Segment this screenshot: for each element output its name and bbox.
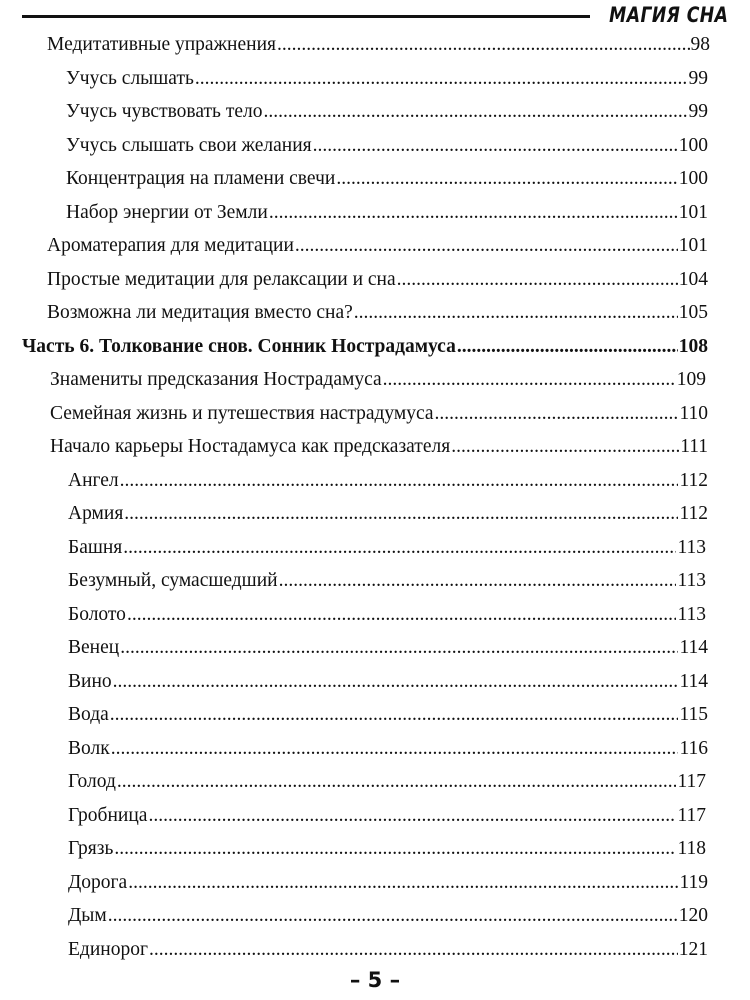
- toc-entry-page: 112: [679, 503, 708, 524]
- dot-leader: [397, 264, 678, 296]
- toc-entry[interactable]: [68, 465, 708, 497]
- page-number: – 5 –: [349, 968, 401, 992]
- toc-entry-title: Семейная жизнь и путешествия настрадумуса: [50, 402, 434, 424]
- dot-leader: [279, 565, 677, 597]
- dot-leader: [114, 833, 676, 865]
- toc-entry-title: Медитативные упражнения: [47, 34, 276, 55]
- toc-entry-title: Единорог: [68, 938, 148, 960]
- toc-entry-page: 120: [678, 905, 708, 926]
- toc-entry-page: 113: [677, 603, 706, 625]
- dot-leader: [111, 733, 679, 765]
- toc-entry-page: 98: [690, 34, 710, 55]
- toc-entry-page: 105: [678, 302, 708, 323]
- toc-entry-page: 104: [678, 268, 708, 290]
- toc-entry-page: 113: [677, 570, 706, 591]
- dot-leader: [117, 766, 677, 798]
- dot-leader: [451, 431, 679, 463]
- toc-entry[interactable]: [68, 532, 706, 564]
- toc-entry-page: 99: [688, 101, 708, 122]
- toc-entry[interactable]: [66, 197, 708, 229]
- toc-entry-title: Возможна ли медитация вместо сна?: [47, 302, 353, 323]
- toc-entry[interactable]: [68, 867, 708, 899]
- toc-entry-title: Ангел: [68, 469, 119, 491]
- toc-entry-page: 112: [679, 469, 708, 491]
- toc-entry-page: 109: [676, 369, 706, 390]
- toc-entry[interactable]: [66, 63, 708, 95]
- toc-entry-title: Болото: [68, 603, 126, 625]
- dot-leader: [313, 130, 678, 162]
- toc-entry-page: 118: [677, 838, 706, 859]
- toc-entry-page: 115: [679, 704, 708, 725]
- toc-part-heading[interactable]: [22, 331, 708, 363]
- toc-entry-title: Башня: [68, 536, 123, 558]
- toc-entry[interactable]: [50, 364, 706, 396]
- dot-leader: [128, 867, 678, 899]
- toc-entry-title: Набор энергии от Земли: [66, 201, 268, 223]
- toc-entry-page: 101: [678, 201, 708, 223]
- dot-leader: [120, 632, 678, 664]
- toc-entry-page: 114: [679, 637, 708, 658]
- toc-entry[interactable]: [68, 666, 708, 698]
- toc-entry[interactable]: [68, 800, 706, 832]
- dot-leader: [383, 364, 676, 396]
- dot-leader: [108, 900, 678, 932]
- dot-leader: [113, 666, 679, 698]
- toc-entry[interactable]: [50, 398, 708, 430]
- dot-leader: [148, 800, 676, 832]
- toc-entry-title: Простые медитации для релаксации и сна: [47, 268, 396, 290]
- dot-leader: [195, 63, 688, 95]
- toc-entry-title: Венец: [68, 637, 120, 658]
- dot-leader: [127, 599, 677, 631]
- toc-entry[interactable]: [68, 900, 708, 932]
- toc-entry-page: 117: [677, 771, 706, 792]
- toc-entry-title: Безумный, сумасшедший: [68, 570, 278, 591]
- toc-entry[interactable]: [68, 632, 708, 664]
- toc-entry-title: Голод: [68, 771, 116, 792]
- toc-entry-title: Дым: [68, 905, 107, 926]
- toc-entry[interactable]: [68, 733, 708, 765]
- dot-leader: [269, 197, 678, 229]
- toc-entry-title: Начало карьеры Ностадамуса как предсказателя: [50, 436, 451, 457]
- dot-leader: [123, 532, 676, 564]
- header-rule: [22, 15, 590, 18]
- running-header: [0, 0, 750, 32]
- dot-leader: [295, 230, 678, 262]
- toc-entry-title: Волк: [68, 737, 110, 759]
- toc-entry[interactable]: [68, 934, 708, 966]
- toc-entry[interactable]: [68, 833, 706, 865]
- toc-entry[interactable]: [68, 498, 708, 530]
- toc-entry[interactable]: [47, 29, 710, 61]
- toc-entry[interactable]: [68, 766, 706, 798]
- toc-entry-page: 100: [678, 168, 708, 189]
- toc-entry-title: Знамениты предсказания Нострадамуса: [50, 369, 382, 390]
- toc-entry[interactable]: [66, 130, 708, 162]
- toc-entry-title: Учусь слышать: [66, 67, 194, 89]
- toc-entry-title: Вино: [68, 670, 112, 692]
- toc-entry-page: 111: [680, 436, 708, 457]
- dot-leader: [264, 96, 688, 128]
- toc-entry-page: 119: [679, 871, 708, 893]
- toc-entry[interactable]: [68, 699, 708, 731]
- toc-entry-page: 101: [678, 235, 708, 256]
- toc-entry-title: Грязь: [68, 838, 114, 859]
- toc-entry[interactable]: [47, 297, 708, 329]
- dot-leader: [435, 398, 679, 430]
- toc-entry[interactable]: [47, 264, 708, 296]
- book-title: МАГИЯ СНА: [608, 3, 728, 27]
- toc-entry-page: 117: [677, 804, 706, 826]
- toc-entry[interactable]: [66, 163, 708, 195]
- toc-entry-page: 113: [677, 536, 706, 558]
- toc-entry-title: Гробница: [68, 804, 148, 826]
- toc-entry-title: Часть 6. Толкование снов. Сонник Нострадамуса: [22, 335, 456, 357]
- toc-entry-title: Армия: [68, 503, 124, 524]
- toc-entry-page: 114: [679, 670, 708, 692]
- toc-entry-page: 110: [679, 402, 708, 424]
- toc-entry[interactable]: [68, 599, 706, 631]
- toc-entry-page: 99: [688, 67, 708, 89]
- toc-entry-page: 108: [678, 335, 708, 357]
- toc-entry-title: Ароматерапия для медитации: [47, 235, 294, 256]
- dot-leader: [277, 29, 690, 61]
- toc-entry-title: Концентрация на пламени свечи: [66, 168, 336, 189]
- toc-entry-title: Вода: [68, 704, 109, 725]
- toc-entry-title: Учусь слышать свои желания: [66, 134, 312, 156]
- dot-leader: [124, 498, 678, 530]
- dot-leader: [354, 297, 678, 329]
- toc-entry-page: 121: [678, 938, 708, 960]
- toc-entry[interactable]: [47, 230, 708, 262]
- dot-leader: [457, 331, 678, 363]
- toc-entry[interactable]: [66, 96, 708, 128]
- dot-leader: [120, 465, 679, 497]
- dot-leader: [110, 699, 679, 731]
- toc-entry[interactable]: [68, 565, 706, 597]
- toc-entry-page: 116: [679, 737, 708, 759]
- toc-entry-title: Дорога: [68, 871, 128, 893]
- dot-leader: [336, 163, 677, 195]
- toc-entry[interactable]: [50, 431, 708, 463]
- toc-entry-page: 100: [678, 134, 708, 156]
- dot-leader: [149, 934, 678, 966]
- toc-entry-title: Учусь чувствовать тело: [66, 101, 263, 122]
